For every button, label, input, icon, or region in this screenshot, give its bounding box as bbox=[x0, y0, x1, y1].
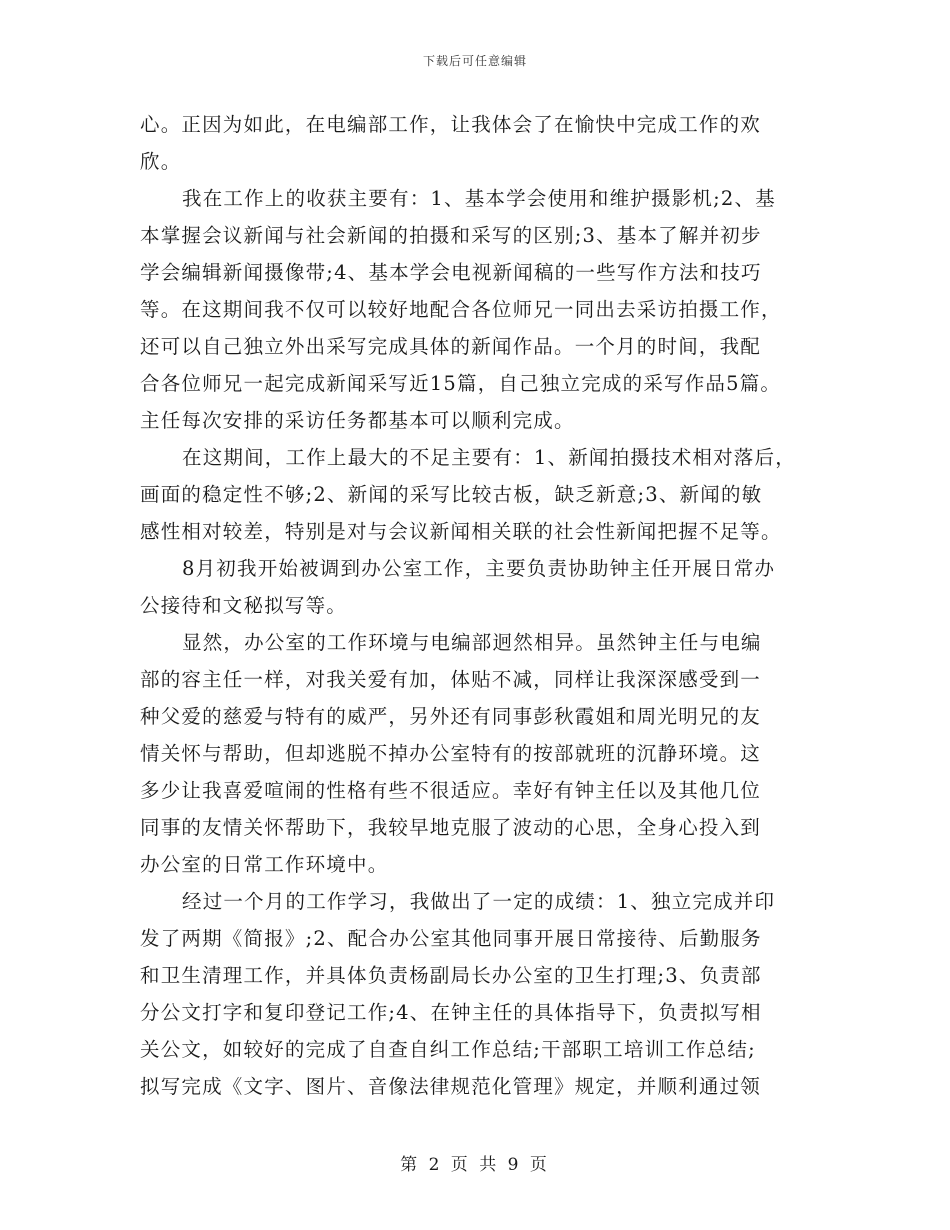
text-line: 主任每次安排的采访任务都基本可以顺利完成。 bbox=[140, 409, 575, 432]
text-line: 等。在这期间我不仅可以较好地配合各位师兄一同出去采访拍摄工作， bbox=[140, 298, 782, 321]
text-line: 在这期间，工作上最大的不足主要有：1、新闻拍摄技术相对落后， bbox=[182, 446, 796, 469]
page-header-note: 下载后可任意编辑 bbox=[422, 54, 527, 68]
text-line: 8月初我开始被调到办公室工作，主要负责协助钟主任开展日常办 bbox=[182, 557, 776, 580]
text-line: 感性相对较差，特别是对与会议新闻相关联的社会性新闻把握不足等。 bbox=[140, 520, 782, 543]
text-line: 多少让我喜爱喧闹的性格有些不很适应。幸好有钟主任以及其他几位 bbox=[140, 779, 762, 802]
text-line: 同事的友情关怀帮助下，我较早地克服了波动的心思，全身心投入到 bbox=[140, 816, 762, 839]
page-number: 第 2 页 共 9 页 bbox=[400, 1155, 550, 1175]
text-line: 合各位师兄一起完成新闻采写近15篇，自己独立完成的采写作品5篇。 bbox=[140, 372, 782, 395]
text-line: 关公文，如较好的完成了自查自纠工作总结;干部职工培训工作总结; bbox=[140, 1038, 756, 1061]
text-line: 发了两期《简报》;2、配合办公室其他同事开展日常接待、后勤服务 bbox=[140, 927, 762, 950]
document-body bbox=[140, 106, 810, 1105]
text-line: 和卫生清理工作，并具体负责杨副局长办公室的卫生打理;3、负责部 bbox=[140, 964, 762, 987]
text-line: 办公室的日常工作环境中。 bbox=[140, 853, 389, 876]
text-line: 心。正因为如此，在电编部工作，让我体会了在愉快中完成工作的欢 bbox=[140, 113, 762, 136]
text-line: 分公文打字和复印登记工作;4、在钟主任的具体指导下，负责拟写相 bbox=[140, 1001, 762, 1024]
text-line: 我在工作上的收获主要有：1、基本学会使用和维护摄影机;2、基 bbox=[182, 187, 776, 210]
text-line: 还可以自己独立外出采写完成具体的新闻作品。一个月的时间，我配 bbox=[140, 335, 762, 358]
text-line: 部的容主任一样，对我关爱有加，体贴不减，同样让我深深感受到一 bbox=[140, 668, 762, 691]
text-line: 拟写完成《文字、图片、音像法律规范化管理》规定，并顺利通过领 bbox=[140, 1075, 762, 1098]
text-line: 经过一个月的工作学习，我做出了一定的成绩：1、独立完成并印 bbox=[182, 890, 776, 913]
text-line: 公接待和文秘拟写等。 bbox=[140, 594, 348, 617]
text-line: 情关怀与帮助，但却逃脱不掉办公室特有的按部就班的沉静环境。这 bbox=[140, 742, 762, 765]
text-line: 欣。 bbox=[140, 150, 182, 173]
text-line: 学会编辑新闻摄像带;4、基本学会电视新闻稿的一些写作方法和技巧 bbox=[140, 261, 762, 284]
text-line: 显然，办公室的工作环境与电编部迥然相异。虽然钟主任与电编 bbox=[182, 631, 762, 654]
text-line: 本掌握会议新闻与社会新闻的拍摄和采写的区别;3、基本了解并初步 bbox=[140, 224, 762, 247]
text-line: 画面的稳定性不够;2、新闻的采写比较古板，缺乏新意;3、新闻的敏 bbox=[140, 483, 763, 506]
text-line: 种父爱的慈爱与特有的威严，另外还有同事彭秋霞姐和周光明兄的友 bbox=[140, 705, 762, 728]
